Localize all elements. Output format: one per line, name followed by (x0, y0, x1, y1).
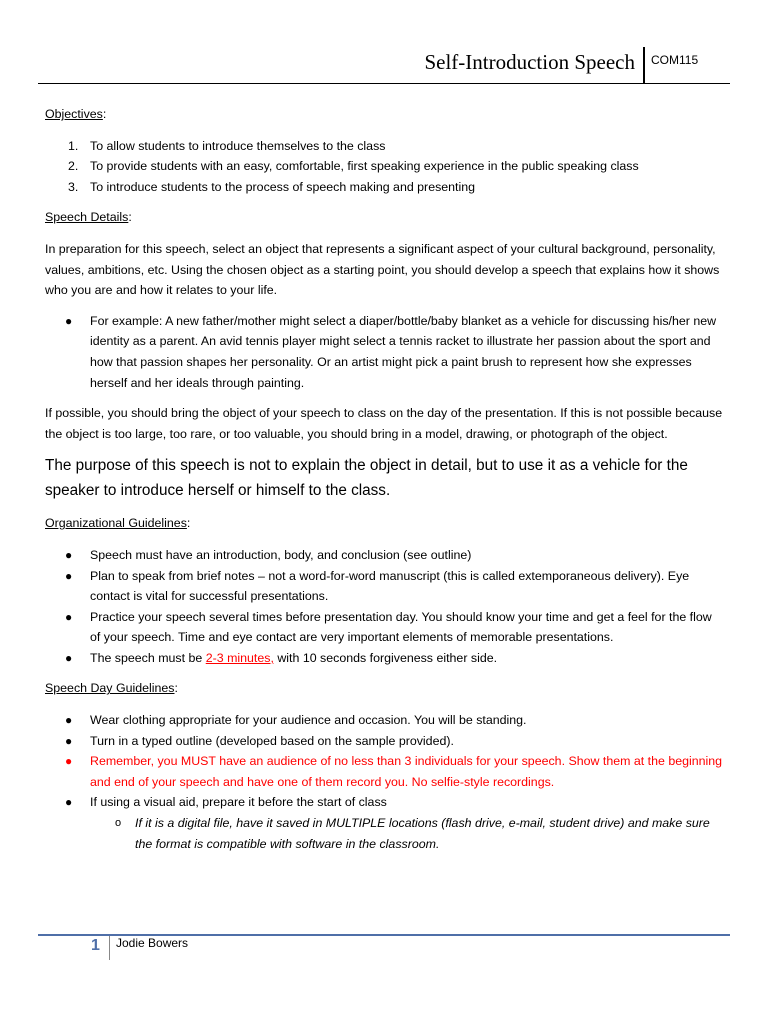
example-item: ● For example: A new father/mother might select a diaper/bottle/baby blanket as a vehicle for discussing his/her new identity as a parent. An avid tennis player might select a tennis racket to illustrate her passion about the sport and how that passion shapes her personality. Or an artist might pick a paint brush to represent how she expresses herself and her ideals through painting. (65, 313, 717, 390)
footer-divider (109, 936, 110, 960)
audience-warning: ● Remember, you MUST have an audience of no less than 3 individuals for your speech. Show them at the beginning and end of your speech and have one of them record you. No selfie-style recordings. (65, 754, 723, 789)
speech-day-item: ● If using a visual aid, prepare it before the start of class (65, 795, 387, 810)
details-bring: If possible, you should bring the object of your speech to class on the day of the presentation. If this is not possible because the object is too large, too rare, or too valuable, you should bring in a model, drawing, or photograph of the object. (45, 406, 723, 441)
organizational-heading: Organizational Guidelines: (45, 516, 191, 531)
purpose-statement: The purpose of this speech is not to explain the object in detail, but to use it as a vehicle for the speaker to introduce herself or himself to the class. (45, 457, 688, 499)
header-rule (38, 83, 730, 84)
objectives-list (45, 136, 725, 198)
time-limit: 2-3 minutes, (205, 650, 274, 665)
guideline-item-time: ● The speech must be 2-3 minutes, with 10 seconds forgiveness either side. (65, 650, 498, 665)
objective-item: 2. To provide students with an easy, comfortable, first speaking experience in the public speaking class (68, 159, 639, 174)
guideline-item: ● Plan to speak from brief notes – not a word-for-word manuscript (this is called extemporaneous delivery). Eye contact is vital for successful presentations. (65, 568, 690, 604)
speech-day-item: ● Wear clothing appropriate for your audience and occasion. You will be standing. (65, 713, 527, 728)
document-body (45, 104, 725, 854)
details-intro: In preparation for this speech, select an object that represents a significant aspect of your cultural background, personality, values, ambitions, etc. Using the chosen object as a starting point, you should develop a speech that explains how it shows who you are and how it relates to your life. (45, 241, 720, 298)
speech-day-list (45, 710, 725, 854)
footer-author: Jodie Bowers (116, 936, 189, 950)
organizational-list (45, 545, 725, 669)
objective-item: 1. To allow students to introduce themselves to the class (68, 138, 386, 153)
sub-item-digital-file: o If it is a digital file, have it saved in MULTIPLE locations (flash drive, e-mail, student drive) and make sure the format is compatible with software in the classroom. (115, 816, 710, 851)
guideline-item: ● Practice your speech several times before presentation day. You should know your time and get a feel for the flow of your speech. Time and eye contact are very important elements of memorable presentations. (65, 609, 712, 645)
page-number: 1 (91, 937, 100, 954)
objectives-heading: Objectives: (45, 107, 107, 121)
speech-day-heading: Speech Day Guidelines: (45, 681, 178, 696)
document-title: Self-Introduction Speech (424, 50, 635, 74)
objective-item: 3. To introduce students to the process of speech making and presenting (68, 179, 476, 194)
header-divider (643, 47, 645, 83)
speech-details-heading: Speech Details: (45, 210, 132, 225)
guideline-item: ● Speech must have an introduction, body, and conclusion (see outline) (65, 547, 472, 562)
speech-day-item: ● Turn in a typed outline (developed based on the sample provided). (65, 733, 454, 748)
example-list (45, 311, 725, 393)
course-code: COM115 (651, 53, 699, 67)
